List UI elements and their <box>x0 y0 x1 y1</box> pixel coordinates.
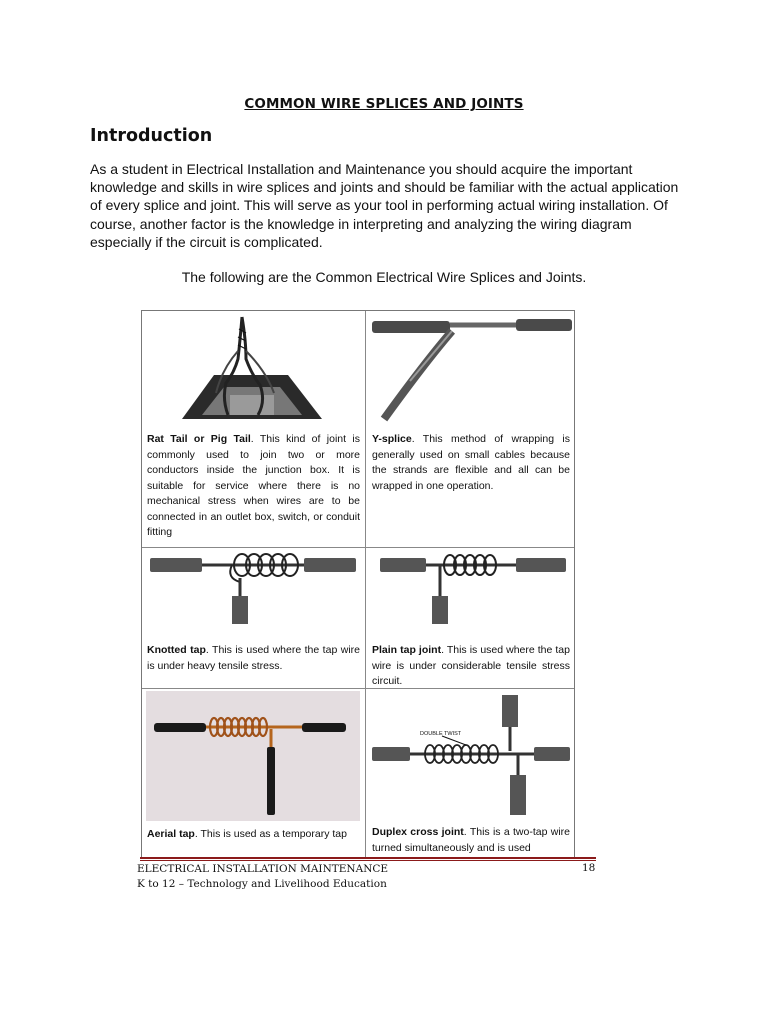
y-splice-illustration <box>366 311 574 431</box>
caption-plain-tap <box>372 643 570 688</box>
double-twist-label: DOUBLE TWIST <box>420 731 462 737</box>
plain-tap-illustration <box>366 548 574 628</box>
caption-rat-tail <box>147 432 360 541</box>
caption-aerial-tap <box>147 827 360 843</box>
caption-y-splice <box>372 432 570 494</box>
cell-knotted-tap <box>142 548 365 688</box>
joint-desc: . This is a two-tap wire turned simultaneously and is used <box>372 826 570 854</box>
joint-desc: . This is used where the tap wire is under considerable tensile stress circuit. <box>372 644 570 687</box>
footer-line-1: ELECTRICAL INSTALLATION MAINTENANCE <box>137 863 389 875</box>
joint-name: Aerial tap <box>147 828 195 840</box>
joint-desc: . This method of wrapping is generally used on small cables because the strands are flexible and all can be wrapped in one operation. <box>372 433 570 492</box>
cell-plain-tap <box>366 548 574 688</box>
lead-sentence: The following are the Common Electrical Wire Splices and Joints. <box>181 269 587 285</box>
footer-text <box>137 862 388 892</box>
joint-desc: . This is used as a temporary tap <box>194 828 347 840</box>
cell-duplex-cross <box>366 689 574 857</box>
joint-desc: . This is used where the tap wire is under heavy tensile stress. <box>147 644 360 672</box>
knotted-tap-illustration <box>142 548 365 628</box>
footer-rule <box>140 857 596 859</box>
joint-name: Y-splice <box>372 433 412 445</box>
caption-knotted-tap <box>147 643 360 674</box>
section-heading: Introduction <box>90 126 213 146</box>
joint-name: Plain tap joint <box>372 644 442 656</box>
intro-paragraph: As a student in Electrical Installation and Maintenance you should acquire the important knowledge and skills in wire splices and joints and should be familiar with the actual application of every splice and joint. This will serve as your tool in performing actual wiring installation. Of course, another factor is the knowledge in interpreting and analyzing the wiring diagram especially if the circuit is complicated. <box>90 161 679 250</box>
page-title: COMMON WIRE SPLICES AND JOINTS <box>244 96 524 112</box>
rat-tail-illustration <box>142 311 365 431</box>
cell-rat-tail <box>142 311 365 547</box>
duplex-cross-illustration <box>366 689 574 823</box>
cell-y-splice <box>366 311 574 547</box>
splices-table <box>141 310 575 858</box>
joint-name: Duplex cross joint <box>372 826 464 838</box>
footer-rule-thin <box>140 860 596 861</box>
aerial-tap-photo <box>142 689 365 823</box>
joint-name: Rat Tail or Pig Tail <box>147 433 251 445</box>
cell-aerial-tap <box>142 689 365 857</box>
footer-line-2: K to 12 – Technology and Livelihood Education <box>137 878 387 890</box>
joint-name: Knotted tap <box>147 644 206 656</box>
joint-desc: . This kind of joint is commonly used to join two or more conductors inside the junction box. It is suitable for service where there is no mechanical stress when wires are to be connected in an outlet box, switch, or conduit fitting <box>147 433 360 538</box>
caption-duplex-cross <box>372 825 570 856</box>
page-number: 18 <box>582 862 596 874</box>
